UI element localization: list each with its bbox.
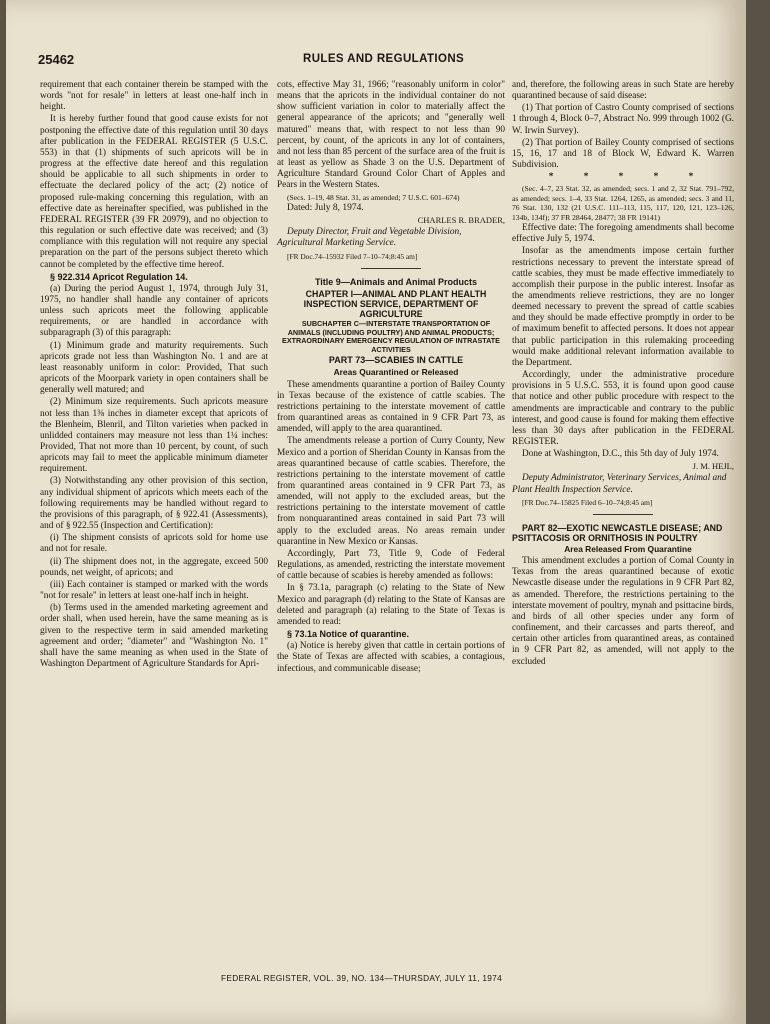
part-heading: PART 82—EXOTIC NEWCASTLE DISEASE; AND PSITTACOSIS OR ORNITHOSIS IN POULTRY bbox=[512, 522, 723, 543]
signature-name: CHARLES R. BRADER, bbox=[417, 215, 505, 226]
paragraph: In § 73.1a, paragraph (c) relating to the State of New Mexico and paragraph (d) relating to the State of Kansas are deleted and paragraph (a) relating to the State of Texas is amended to read: bbox=[277, 583, 505, 627]
dated-line: Dated: July 8, 1974. bbox=[287, 202, 364, 213]
subject-heading: Area Released From Quarantine bbox=[564, 543, 692, 554]
page-header bbox=[38, 52, 738, 72]
signature-name: J. M. HEJL, bbox=[692, 461, 734, 472]
citation: (Sec. 4–7, 23 Stat. 32, as amended; secs. 1 and 2, 32 Stat. 791–792, as amended; secs. 1–4, 33 Stat. 1264, 1265, as amended; secs. 3 and 11, 76 Stat. 130, 132 (21 U.S.C. 111–113, 115, 117, 120, 121, 123–126, 134b, 134f); 37 FR 28464, 28477; 38 FR 19141) bbox=[512, 184, 734, 222]
paragraph: (2) Minimum size requirements. Such apricots measure not less than 1⅜ inches in diameter except that apricots of the Blenheim, Blenril, and Tilton varieties when packed in unlidded containers may measure not less than 1¼ inches: Provided, That not more than 10 percent, by count, of such apricots may fail to meet the applicable minimum diameter requirement. bbox=[40, 397, 268, 475]
page-number: 25462 bbox=[38, 52, 75, 67]
document-page bbox=[6, 0, 746, 1024]
paragraph: (ii) The shipment does not, in the aggregate, exceed 500 pounds, net weight, of apricots; and bbox=[40, 556, 268, 578]
paragraph: (b) Terms used in the amended marketing agreement and order shall, when used herein, have the same meaning as is given to the respective term in said amended marketing agreement and order; "diameter" and "Washington No. 1" shall have the same meaning as when used in the State of Washington Department of Agriculture Standards for Apri- bbox=[40, 603, 268, 669]
part-heading: PART 73—SCABIES IN CATTLE bbox=[328, 355, 464, 366]
paragraph: Accordingly, Part 73, Title 9, Code of Federal Regulations, as amended, restricting the interstate movement of cattle because of scabies is hereby amended as follows: bbox=[277, 548, 505, 582]
chapter-heading: CHAPTER I—ANIMAL AND PLANT HEALTH INSPECTION SERVICE, DEPARTMENT OF AGRICULTURE bbox=[303, 288, 487, 319]
paragraph: (i) The shipment consists of apricots sold for home use and not for resale. bbox=[40, 533, 268, 555]
ellipsis-stars: * * * * * bbox=[548, 172, 708, 183]
paragraph: (iii) Each container is stamped or marked with the words "not for resale" in letters at least one-half inch in height. bbox=[40, 579, 268, 602]
section-heading: § 922.314 Apricot Regulation 14. bbox=[50, 271, 188, 282]
paragraph: requirement that each container therein be stamped with the words "not for resale" in letters at least one-half inch in height. bbox=[40, 80, 268, 113]
column-1 bbox=[40, 80, 268, 671]
paragraph: These amendments quarantine a portion of Bailey County in Texas because of the existence of cattle scabies. The restrictions pertaining to the interstate movement of cattle from quarantined areas as contained in 9 CFR Part 73, as amended, will apply to the area quarantined. bbox=[277, 379, 505, 435]
paragraph: and, therefore, the following areas in such State are hereby quarantined because of said disease: bbox=[512, 80, 734, 102]
fr-doc-line: [FR Doc.74–15932 Filed 7–10–74;8:45 am] bbox=[287, 251, 418, 261]
paragraph: cots, effective May 31, 1966; "reasonably uniform in color" means that the apricots in the individual container do not show sufficient variation in color to materially affect the general appearance of the apricots; and "generally well matured" means that, with respect to not less than 90 percent, by count, of the apricots in any lot of containers, and not less than 85 percent of the surface area of the fruit is at least as yellow as Shade 3 on the U.S. Department of Agriculture Standard Ground Color Chart of Apples and Pears in the Western States. bbox=[277, 80, 505, 191]
paragraph: It is hereby further found that good cause exists for not postponing the effective date of this regulation until 30 days after publication in the FEDERAL REGISTER (5 U.S.C. 553) in that (1) shipments of such apricots will be in progress at the effective date hereof and this regulation should be applicable to all such shipments in order to effectuate the declared policy of the act; (2) notice of proposed rule-making concerning this regulation, with an effective date as hereinafter specified, was published in the FEDERAL REGISTER (39 FR 20979), and no objection to this regulation or such effective date was received; and (3) compliance with this regulation will not require any special preparation on the part of the persons subject thereto which cannot be completed by the effective time hereof. bbox=[40, 114, 268, 270]
paragraph: (3) Notwithstanding any other provision of this section, any individual shipment of apricots which meets each of the following requirements may be handled without regard to the provisions of this paragraph, of § 922.41 (Assessments), and of § 922.55 (Inspection and Certification): bbox=[40, 476, 268, 532]
page-footer: FEDERAL REGISTER, VOL. 39, NO. 134—THURSDAY, JULY 11, 1974 bbox=[221, 973, 503, 983]
paragraph: (a) Notice is hereby given that cattle in certain portions of the State of Texas are affected with scabies, a contagious, infectious, and communicable disease; bbox=[277, 641, 505, 674]
column-2 bbox=[277, 80, 505, 676]
paragraph: (2) That portion of Bailey County comprised of sections 15, 16, 17 and 18 of Block W, Edward K. Warren Subdivision. bbox=[512, 137, 734, 171]
divider bbox=[361, 268, 421, 269]
paragraph: This amendment excludes a portion of Comal County in Texas from the areas quarantined because of exotic Newcastle disease under the regulations in 9 CFR Part 82, as amended. Therefore, the restrictions pertaining to the interstate movement of poultry, mynah and psittacine birds, and birds of all other species under any form of confinement, and their carcasses and parts thereof, and certain other articles from quarantined areas, as contained in 9 CFR Part 82, as amended, will not apply to the excluded bbox=[512, 556, 734, 667]
subchapter-heading: SUBCHAPTER C—INTERSTATE TRANSPORTATION OF ANIMALS (INCLUDING POULTRY) AND ANIMAL PRODUCTS; EXTRAORDINARY EMERGENCY REGULATION OF INTRASTATE ACTIVITIES bbox=[282, 318, 500, 354]
signature-title: Deputy Director, Fruit and Vegetable Division, Agricultural Marketing Service. bbox=[277, 227, 462, 249]
paragraph: Effective date: The foregoing amendments shall become effective July 5, 1974. bbox=[512, 223, 734, 245]
running-title: RULES AND REGULATIONS bbox=[303, 53, 465, 65]
subject-heading: Areas Quarantined or Released bbox=[333, 367, 459, 378]
paragraph: Done at Washington, D.C., this 5th day of July 1974. bbox=[522, 449, 719, 460]
paragraph: (1) Minimum grade and maturity requirements. Such apricots grade not less than Washington No. 1 and are at least reasonably uniform in color: Provided, That such apricots of the Moorpark variety in open containers shall be generally well matured; and bbox=[40, 340, 268, 396]
column-3 bbox=[512, 80, 734, 669]
paragraph: Accordingly, under the administrative procedure provisions in 5 U.S.C. 553, it is found upon good cause that notice and other public procedure with respect to the amendments are impracticable and contrary to the public interest, and good cause is found for making them effective less than 30 days after publication in the FEDERAL REGISTER. bbox=[512, 370, 734, 447]
paragraph: The amendments release a portion of Curry County, New Mexico and a portion of Sheridan County in Kansas from the areas quarantined because of cattle scabies. Therefore, the restrictions pertaining to the interstate movement of cattle from quarantined areas contained in 9 CFR Part 73, as amended, will not apply to the excluded areas, but the restrictions pertaining to the interstate movement of cattle from nonquarantined areas contained in said Part 73 will apply to the excluded areas. No areas remain under quarantine in New Mexico or Kansas. bbox=[277, 436, 505, 547]
citation: (Secs. 1–19, 48 Stat. 31, as amended; 7 U.S.C. 601–674) bbox=[287, 192, 460, 202]
signature-title: Deputy Administrator, Veterinary Services, Animal and Plant Health Inspection Service. bbox=[512, 473, 727, 495]
divider bbox=[593, 514, 653, 515]
title-heading: Title 9—Animals and Animal Products bbox=[314, 276, 478, 287]
fr-doc-line: [FR Doc.74–15825 Filed 6–10–74;8:45 am] bbox=[522, 497, 653, 507]
paragraph: (a) During the period August 1, 1974, through July 31, 1975, no handler shall handle any container of apricots unless such apricots meet the following applicable requirements, or are handled in accordance with subparagraph (3) of this paragraph: bbox=[40, 283, 268, 339]
section-heading: § 73.1a Notice of quarantine. bbox=[287, 629, 410, 640]
paragraph: Insofar as the amendments impose certain further restrictions necessary to prevent the interstate spread of cattle scabies, they must be made effective immediately to accomplish their purpose in the public interest. Insofar as the amendments relieve restrictions, they are no longer deemed necessary to prevent the spread of cattle scabies and they should be made effective promptly in order to be of maximum benefit to affected persons. It does not appear that public participation in this rulemaking proceeding would make additional relevant information available to the Department. bbox=[512, 246, 734, 368]
paragraph: (1) That portion of Castro County comprised of sections 1 through 4, Block 0–7, Abstract No. 999 through 1002 (G. W. Irwin Survey). bbox=[512, 103, 734, 136]
